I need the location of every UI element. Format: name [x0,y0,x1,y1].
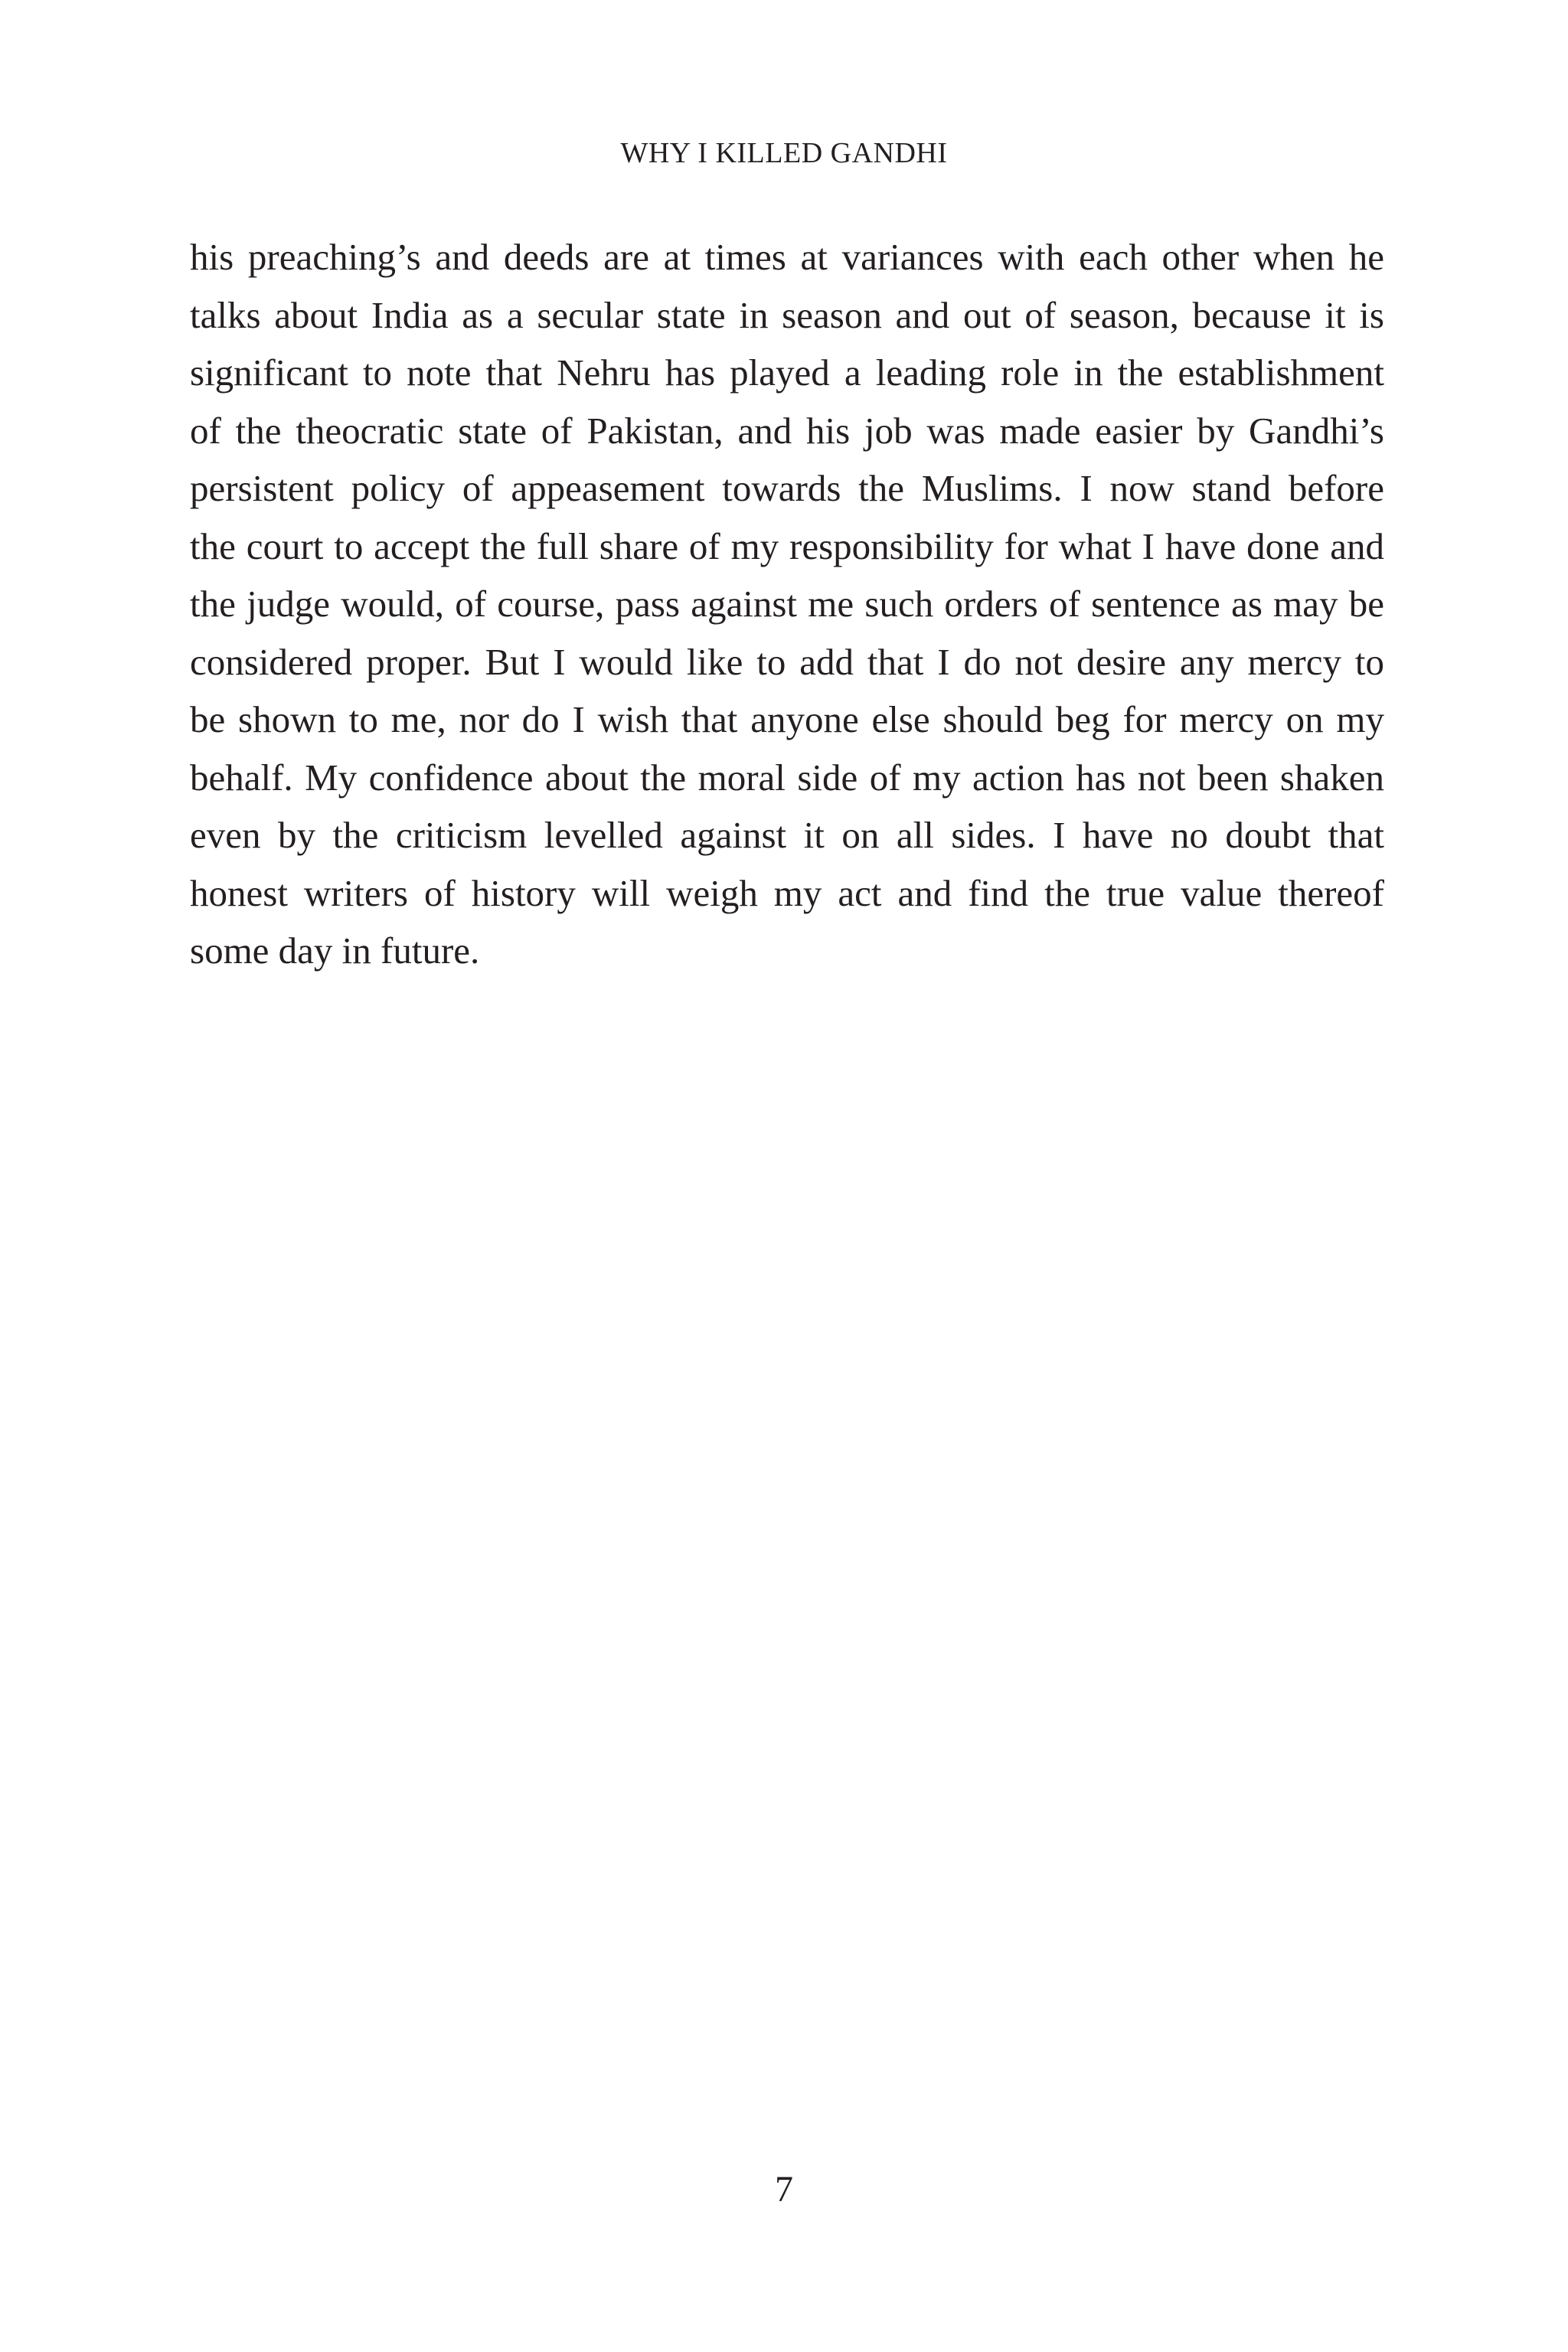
text-line: behalf. My confidence about the moral side of my action has not been shaken [190,756,1384,799]
text-line: talks about India as a secular state in season and out of season, because it is [190,293,1384,336]
text-line: of the theocratic state of Pakistan, and his job was made easier by Gandhi’s [190,409,1384,452]
text-line: the judge would, of course, pass against me such orders of sentence as may be [190,583,1384,625]
body-paragraph [190,228,1384,980]
text-line: considered proper. But I would like to add that I do not desire any mercy to [190,640,1384,683]
text-line: persistent policy of appeasement towards the Muslims. I now stand before [190,467,1384,509]
running-title: WHY I KILLED GANDHI [620,137,948,169]
text-line: some day in future. [190,929,480,972]
text-line: significant to note that Nehru has played a leading role in the establishment [190,351,1384,394]
text-line: be shown to me, nor do I wish that anyone else should beg for mercy on my [190,698,1384,740]
text-line: his preaching’s and deeds are at times at variances with each other when he [190,236,1384,278]
text-line: even by the criticism levelled against it on all sides. I have no doubt that [190,814,1384,856]
page-number: 7 [775,2169,793,2210]
text-line: the court to accept the full share of my responsibility for what I have done and [190,524,1384,567]
text-line: honest writers of history will weigh my act and find the true value thereof [190,871,1384,914]
